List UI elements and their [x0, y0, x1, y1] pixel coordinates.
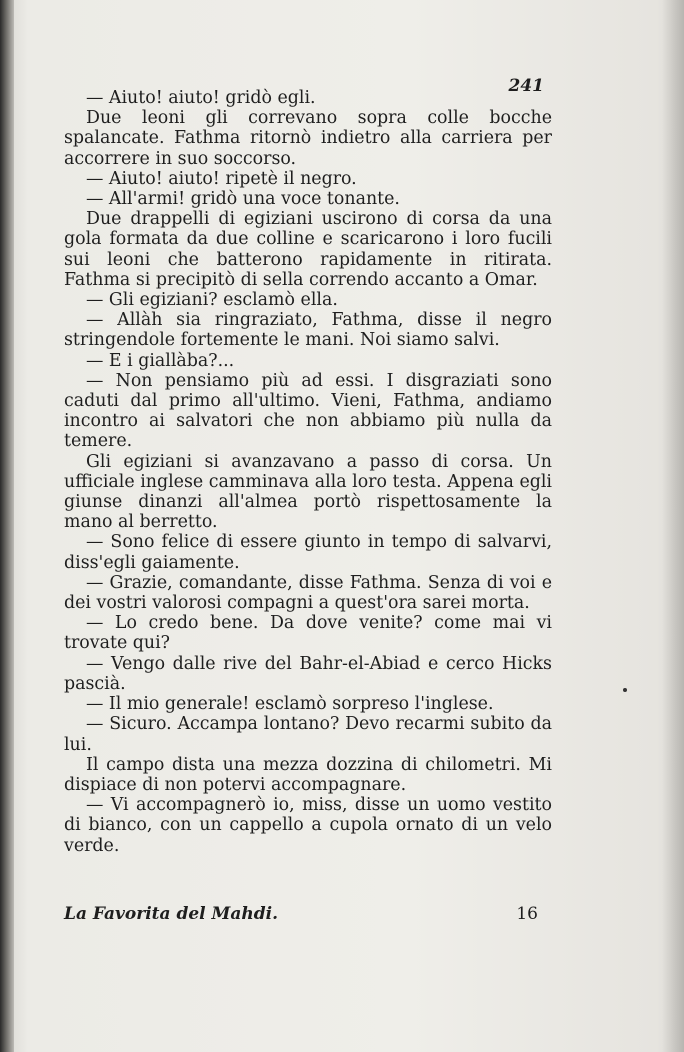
- paragraph: — Aiuto! aiuto! ripetè il negro.: [86, 168, 357, 189]
- paragraph: — Grazie, comandante, disse Fathma. Senza di voi e dei vostri valorosi compagni a quest'ora sarei morta.: [64, 572, 552, 614]
- paragraph: — Vengo dalle rive del Bahr-el-Abiad e cerco Hicks pascià.: [64, 653, 552, 694]
- page-edge-shadow: [662, 0, 684, 1052]
- footer-book-title: La Favorita del Mahdi.: [64, 904, 278, 924]
- print-speck: [623, 688, 627, 692]
- signature-mark: 16: [516, 904, 538, 924]
- body-text: [64, 88, 552, 856]
- paragraph: — Vi accompagnerò io, miss, disse un uomo vestito di bianco, con un cappello a cupola ornato di un velo verde.: [64, 795, 552, 856]
- paragraph: — Aiuto! aiuto! gridò egli.: [86, 88, 316, 108]
- paragraph: — Sono felice di essere giunto in tempo di salvarvi, diss'egli gaiamente.: [64, 532, 552, 573]
- paragraph: Due leoni gli correvano sopra colle bocche spalancate. Fathma ritornò indietro alla carriera per accorrere in suo soccorso.: [64, 108, 552, 169]
- paragraph: — E i giallàba?...: [86, 350, 235, 371]
- paragraph: — Il mio generale! esclamò sorpreso l'inglese.: [86, 694, 494, 715]
- page-number: 241: [508, 76, 544, 96]
- book-spine-shadow: [0, 0, 14, 1052]
- paragraph: Due drappelli di egiziani uscirono di corsa da una gola formata da due colline e scaricarono i loro fucili sui leoni che batterono rapidamente in ritirata. Fathma si precipitò di sella correndo accanto a Omar.: [64, 209, 552, 290]
- paragraph: — Non pensiamo più ad essi. I disgraziati sono caduti dal primo all'ultimo. Vieni, Fathma, andiamo incontro ai salvatori che non abbiamo più nulla da temere.: [64, 370, 552, 452]
- paragraph: — Lo credo bene. Da dove venite? come mai vi trovate qui?: [64, 613, 552, 654]
- paragraph: — Gli egiziani? esclamò ella.: [86, 290, 338, 311]
- page-footer: [64, 904, 552, 924]
- paragraph: Gli egiziani si avanzavano a passo di corsa. Un ufficiale inglese camminava alla loro testa. Appena egli giunse dinanzi all'almea portò rispettosamente la mano al berretto.: [64, 451, 552, 533]
- paragraph: Il campo dista una mezza dozzina di chilometri. Mi dispiace di non potervi accompagnare.: [64, 754, 552, 795]
- paragraph: — Sicuro. Accampa lontano? Devo recarmi subito da lui.: [64, 714, 552, 755]
- paragraph: — All'armi! gridò una voce tonante.: [86, 189, 400, 210]
- paragraph: — Allàh sia ringraziato, Fathma, disse il negro stringendole fortemente le mani. Noi siamo salvi.: [64, 310, 552, 351]
